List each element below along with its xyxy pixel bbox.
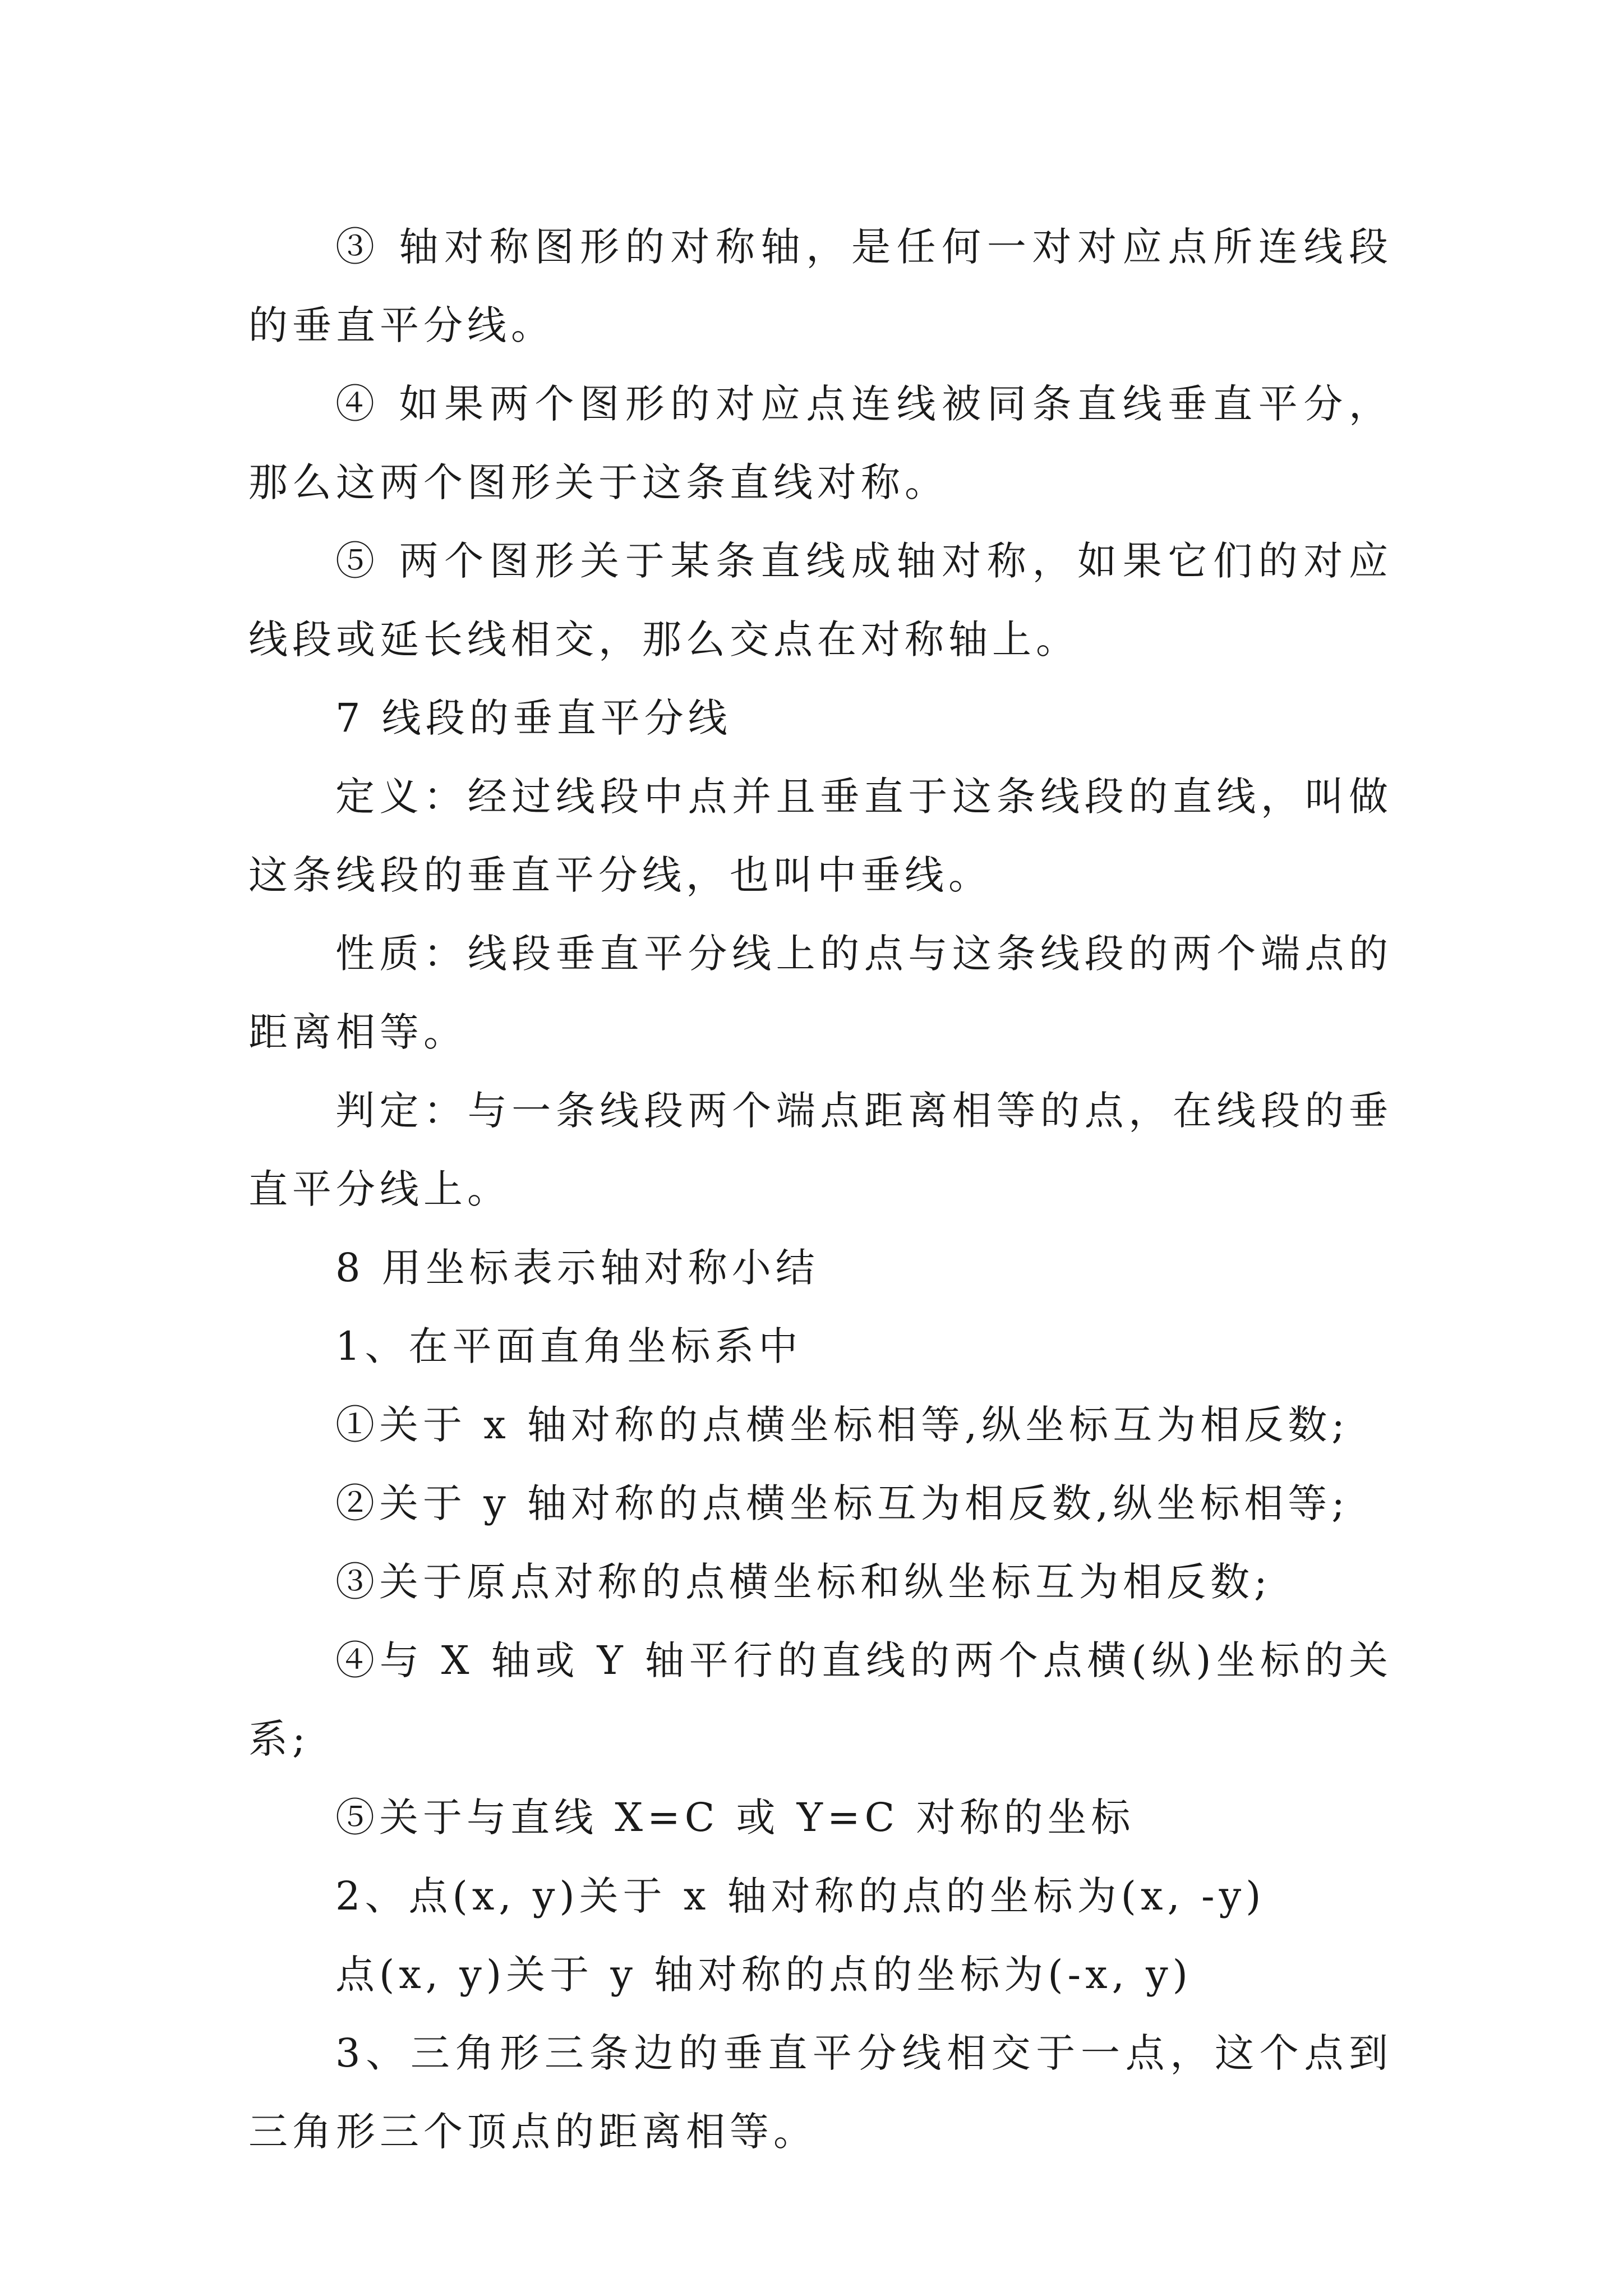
paragraph-criterion: 判定：与一条线段两个端点距离相等的点，在线段的垂直平分线上。 [248, 1088, 1393, 1212]
list-subitem-5: ⑤关于与直线 X=C 或 Y=C 对称的坐标 [335, 1795, 1135, 1841]
paragraph-axis-symmetry-property-3: ③ 轴对称图形的对称轴，是任何一对对应点所连线段的垂直平分线。 [248, 224, 1393, 348]
list-subitem-4: ④与 X 轴或 Y 轴平行的直线的两个点横(纵)坐标的关系; [248, 1637, 1393, 1762]
list-subitem-1: ①关于 x 轴对称的点横坐标相等,纵坐标互为相反数; [335, 1402, 1349, 1448]
list-subitem-2: ②关于 y 轴对称的点横坐标互为相反数,纵坐标相等; [335, 1480, 1349, 1526]
list-subitem-3: ③关于原点对称的点横坐标和纵坐标互为相反数; [335, 1559, 1272, 1605]
section-heading-coordinates-summary: 8 用坐标表示轴对称小结 [335, 1245, 819, 1291]
paragraph-axis-symmetry-property-4: ④ 如果两个图形的对应点连线被同条直线垂直平分，那么这两个图形关于这条直线对称。 [248, 381, 1393, 505]
list-item-3: 3、三角形三条边的垂直平分线相交于一点，这个点到三角形三个顶点的距离相等。 [248, 2030, 1393, 2155]
document-page [248, 208, 1393, 2171]
paragraph-axis-symmetry-property-5: ⑤ 两个图形关于某条直线成轴对称，如果它们的对应线段或延长线相交，那么交点在对称轴上。 [248, 538, 1393, 662]
paragraph-property: 性质：线段垂直平分线上的点与这条线段的两个端点的距离相等。 [248, 931, 1393, 1055]
list-item-2: 2、点(x, y)关于 x 轴对称的点的坐标为(x, -y) [335, 1873, 1266, 1919]
paragraph-definition: 定义：经过线段中点并且垂直于这条线段的直线，叫做这条线段的垂直平分线，也叫中垂线。 [248, 774, 1393, 898]
list-item-2-continued: 点(x, y)关于 y 轴对称的点的坐标为(-x, y) [335, 1952, 1192, 1998]
list-item-1: 1、在平面直角坐标系中 [335, 1323, 803, 1369]
section-heading-perpendicular-bisector: 7 线段的垂直平分线 [335, 695, 732, 741]
